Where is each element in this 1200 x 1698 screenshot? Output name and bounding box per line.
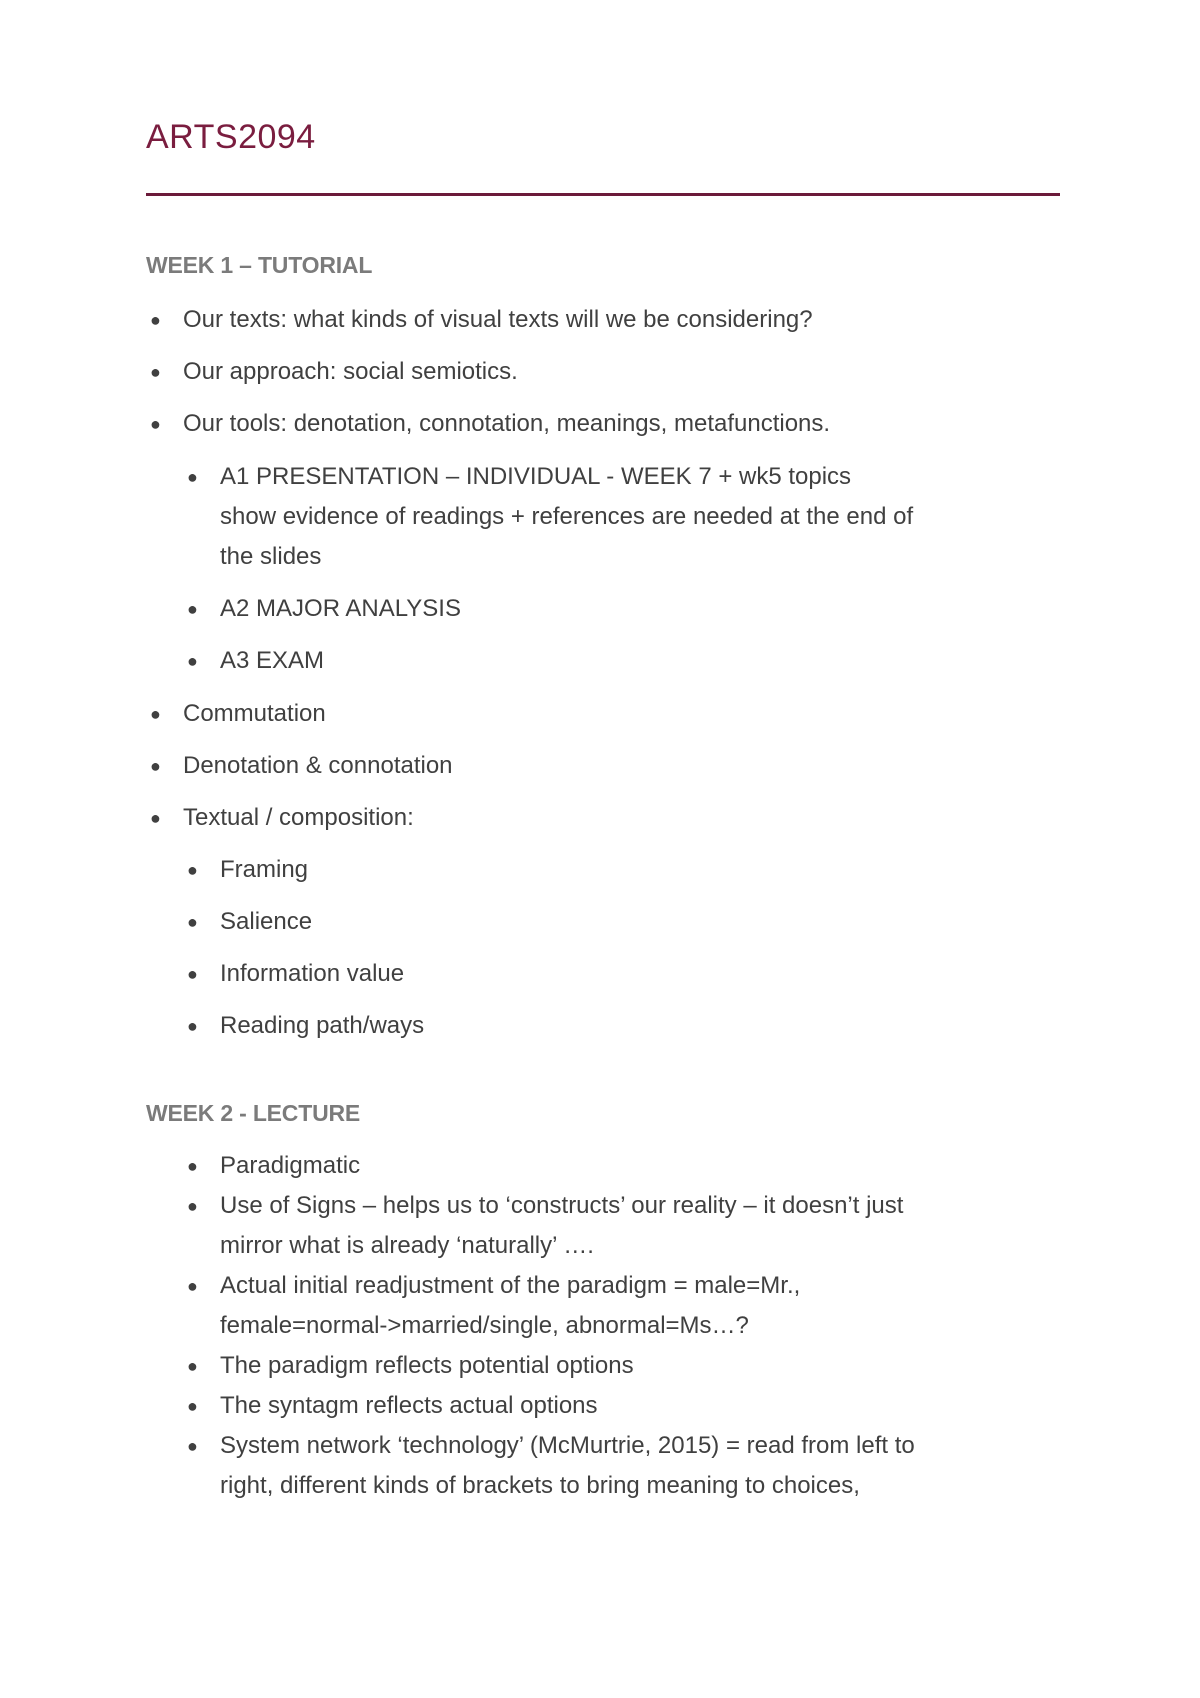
bullet-icon: ●: [150, 310, 161, 330]
bullet-icon: ●: [187, 860, 198, 880]
list-item: ● Reading path/ways: [220, 1006, 424, 1046]
list-item: ● Commutation: [183, 694, 326, 734]
section-heading-week1: WEEK 1 – TUTORIAL: [146, 252, 373, 278]
bullet-icon: ●: [187, 467, 198, 487]
list-item: ● Actual initial readjustment of the paradigm = male=Mr., female=normal->married/single, abnormal=Ms…?: [220, 1266, 800, 1346]
list-item: ● Salience: [220, 902, 312, 942]
bullet-icon: ●: [187, 1156, 198, 1176]
list-item: ● Information value: [220, 954, 404, 994]
bullet-icon: ●: [187, 651, 198, 671]
bullet-icon: ●: [187, 964, 198, 984]
list-item: ● Use of Signs – helps us to ‘constructs’ our reality – it doesn’t just mirror what is already ‘naturally’ ….: [220, 1186, 903, 1266]
list-item: ● Framing: [220, 850, 308, 890]
bullet-icon: ●: [187, 1436, 198, 1456]
list-item: ● A2 MAJOR ANALYSIS: [220, 589, 461, 629]
bullet-icon: ●: [187, 1016, 198, 1036]
bullet-icon: ●: [150, 704, 161, 724]
bullet-icon: ●: [187, 599, 198, 619]
bullet-icon: ●: [187, 912, 198, 932]
bullet-icon: ●: [187, 1396, 198, 1416]
bullet-icon: ●: [187, 1196, 198, 1216]
list-item: ● A1 PRESENTATION – INDIVIDUAL - WEEK 7 + wk5 topics show evidence of readings + references are needed at the end of the slides: [220, 457, 913, 577]
bullet-icon: ●: [150, 362, 161, 382]
bullet-icon: ●: [150, 414, 161, 434]
bullet-icon: ●: [187, 1356, 198, 1376]
bullet-icon: ●: [187, 1276, 198, 1296]
bullet-icon: ●: [150, 756, 161, 776]
title-divider: [146, 193, 1060, 196]
section-heading-week2: WEEK 2 - LECTURE: [146, 1100, 361, 1126]
list-item: ● Our texts: what kinds of visual texts will we be considering?: [183, 300, 813, 340]
list-item: ● Our tools: denotation, connotation, meanings, metafunctions.: [183, 404, 830, 444]
list-item: ● System network ‘technology’ (McMurtrie, 2015) = read from left to right, different kinds of brackets to bring meaning to choices,: [220, 1426, 915, 1506]
list-item: ● Paradigmatic: [220, 1146, 360, 1186]
list-item: ● The paradigm reflects potential options: [220, 1346, 634, 1386]
list-item: ● Denotation & connotation: [183, 746, 453, 786]
list-item: ● A3 EXAM: [220, 641, 324, 681]
bullet-icon: ●: [150, 808, 161, 828]
list-item: ● Textual / composition:: [183, 798, 414, 838]
list-item: ● Our approach: social semiotics.: [183, 352, 518, 392]
document-title: ARTS2094: [146, 118, 316, 156]
list-item: ● The syntagm reflects actual options: [220, 1386, 598, 1426]
